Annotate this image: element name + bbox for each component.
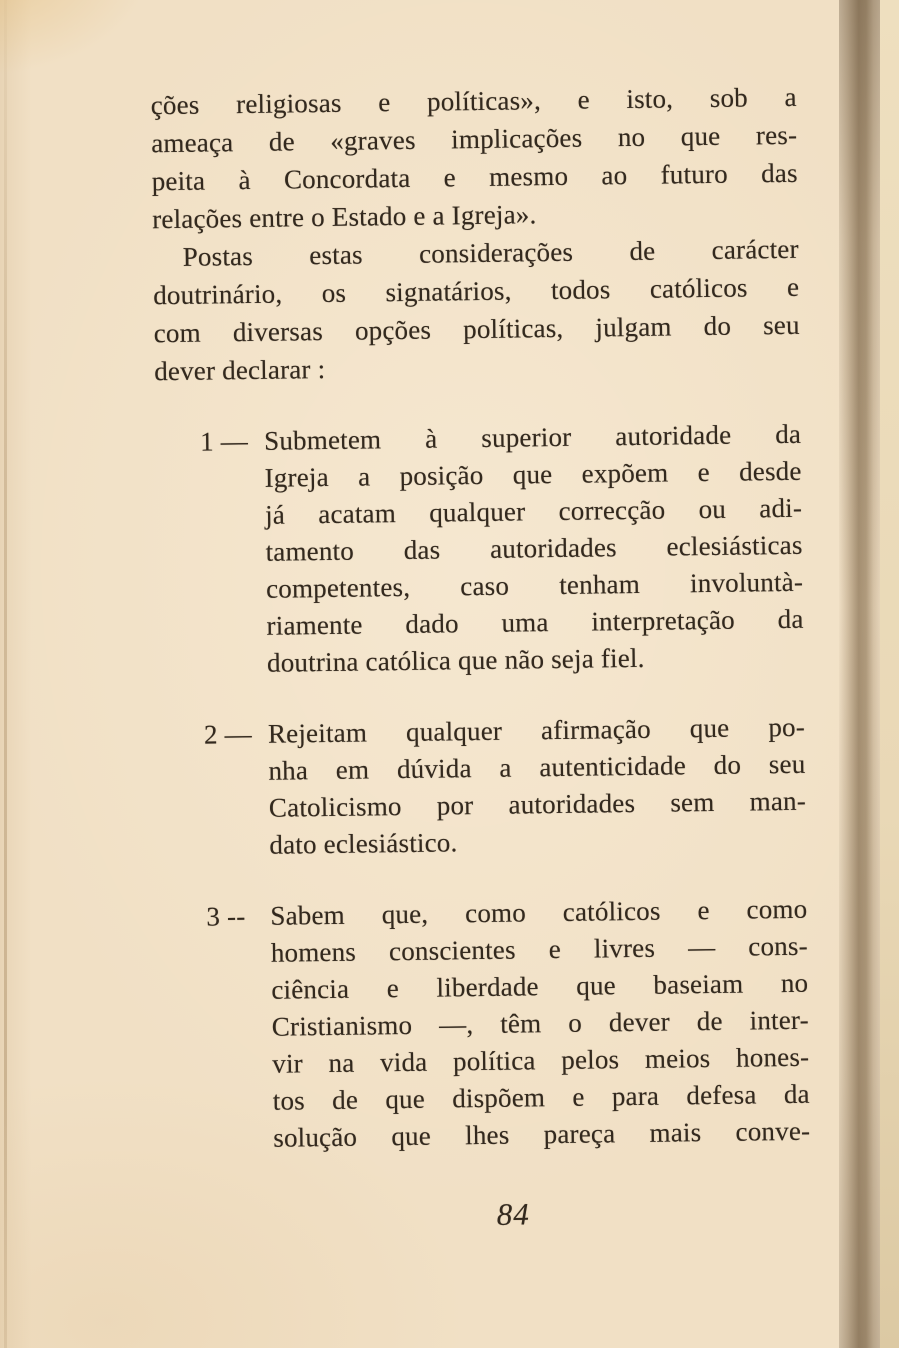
text-blocks: [150, 78, 810, 1158]
text-line: Catolicismo por autoridades sem man-: [268, 785, 807, 823]
list-item-marker: 2 —: [203, 719, 253, 750]
text-line: Igreja a posição que expõem e desde: [264, 455, 802, 493]
gutter-shadow: [839, 0, 880, 1348]
list-item: [200, 416, 804, 683]
list-item: [204, 709, 807, 865]
text-line: com diversas opções políticas, julgam do seu: [153, 309, 800, 349]
text-line: doutrinário, os signatários, todos católicos e: [153, 271, 800, 311]
list-item-text: [268, 709, 807, 864]
text-line: já acatam qualquer correcção ou adi-: [264, 492, 803, 530]
text-line: nha em dúvida a autenticidade do seu: [268, 748, 806, 786]
text-line: Rejeitam qualquer afirmação que po-: [267, 711, 806, 749]
text-line: ameaça de «graves implicações no que res-: [151, 119, 798, 159]
text-line: Postas estas considerações de carácter: [182, 233, 799, 272]
adjacent-page-edge: [880, 0, 899, 1348]
text-line: tamento das autoridades eclesiásticas: [265, 529, 803, 567]
text-line: homens conscientes e livres — cons-: [270, 930, 808, 968]
text-line: dever declarar :: [154, 354, 326, 387]
text-line: competentes, caso tenham involuntà-: [265, 566, 804, 604]
text-line: solução que lhes pareça mais conve-: [273, 1115, 811, 1153]
text-line: ções religiosas e políticas», e isto, sob a: [150, 81, 797, 121]
text-line: Sabem que, como católicos e como: [270, 893, 808, 931]
list-item-text: [270, 891, 810, 1157]
text-line: vir na vida política pelos meios hones-: [272, 1041, 810, 1079]
text-line: relações entre o Estado e a Igreja».: [152, 199, 537, 235]
text-line: tos de que dispõem e para defesa da: [272, 1078, 810, 1116]
list-item-marker: 3 --: [206, 901, 246, 932]
list-item-marker: 1 —: [199, 426, 249, 457]
text-line: dato eclesiástico.: [269, 827, 458, 860]
page-text-column: [150, 78, 811, 1238]
text-line: peita à Concordata e mesmo ao futuro das: [151, 157, 798, 197]
text-line: doutrina católica que não seja fiel.: [266, 642, 645, 678]
list-item: [206, 891, 810, 1158]
page-left-edge: [4, 0, 7, 1348]
text-line: Submetem à superior autoridade da: [263, 418, 802, 456]
text-line: ciência e liberdade que baseiam no: [271, 967, 809, 1005]
text-line: Cristianismo —, têm o dever de inter-: [271, 1004, 809, 1042]
paragraph: [150, 78, 798, 238]
page-number: 84: [496, 1196, 531, 1232]
list-item-text: [264, 416, 804, 682]
text-line: riamente dado uma interpretação da: [266, 603, 804, 641]
paragraph: [152, 230, 800, 390]
